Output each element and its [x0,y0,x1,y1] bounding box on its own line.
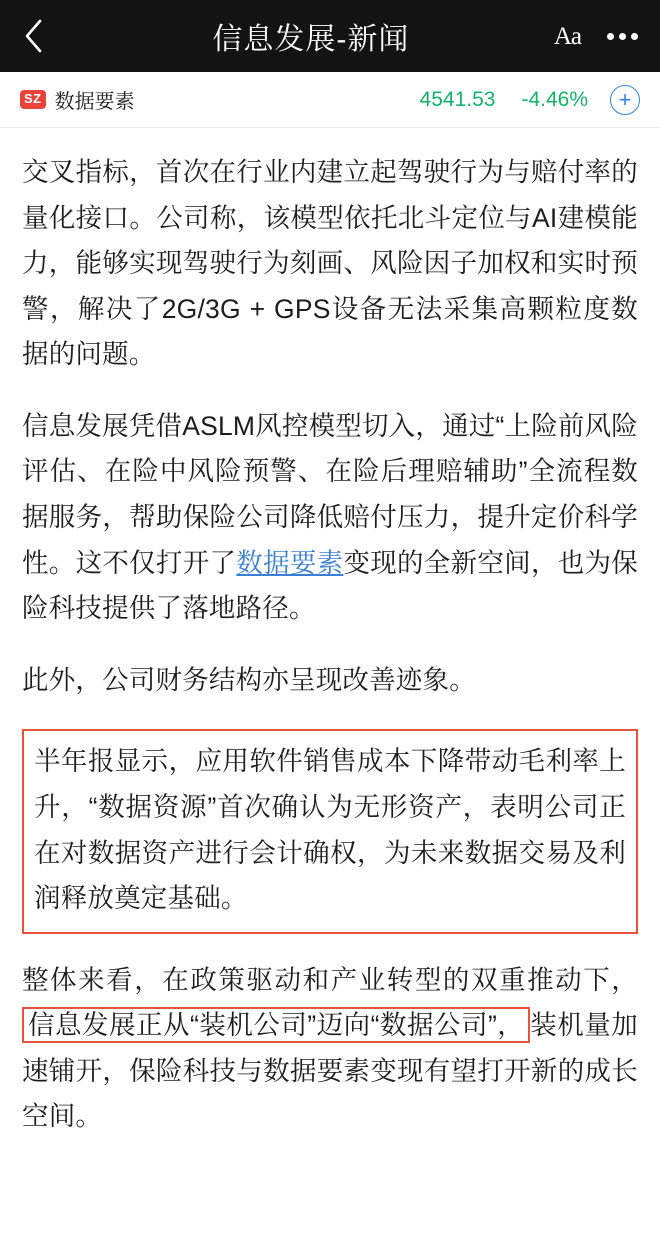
quote-identity [20,85,135,114]
quote-name: 数据要素 [54,91,135,113]
more-options-icon-dot-3 [631,33,638,40]
more-options-button[interactable] [607,27,638,46]
add-to-watchlist-button[interactable] [610,85,640,115]
back-button[interactable] [22,16,60,56]
quote-change: -4.46% [521,87,588,111]
chevron-left-icon [22,18,44,54]
article-paragraph-5 [22,958,638,1140]
article-paragraph-4: 半年报显示，应用软件销售成本下降带动毛利率上升，“数据资源”首次确认为无形资产，表明公司正在对数据资产进行会计确权，为未来数据交易及利润释放奠定基础。 [34,746,626,914]
article-paragraph-1: 交叉指标，首次在行业内建立起驾驶行为与赔付率的量化接口。公司称，该模型依托北斗定位与AI建模能力，能够实现驾驶行为刻画、风险因子加权和实时预警，解决了2G/3G + GPS设备无法采集高颗粒度数据的问题。 [22,157,638,370]
more-options-icon-dot-2 [619,33,626,40]
paragraph-2-text-after: 变现的全新空间，也为保险科技提供了落地路径。 [22,547,639,624]
quote-price: 4541.53 [419,87,496,111]
highlighted-paragraph-box [22,729,638,933]
inline-highlight-box: 信息发展正从“装机公司”迈向“数据公司”， [22,1007,530,1043]
font-size-button[interactable] [554,24,581,49]
plus-icon: + [618,86,632,112]
more-options-icon-dot-1 [607,33,614,40]
top-navigation-bar [0,0,660,72]
font-size-label: Aa [553,22,581,50]
paragraph-5-text-before: 整体来看，在政策驱动和产业转型的双重推动下， [22,964,638,995]
paragraph-5-text-after: 装机量加速铺开，保险科技与数据要素变现有望打开新的成长空间。 [22,1010,638,1132]
exchange-badge: SZ [20,90,46,108]
stock-quote-bar[interactable] [0,72,660,128]
page-title: 信息发展-新闻 [212,23,410,56]
article-paragraph-2 [22,404,638,632]
data-element-link[interactable]: 数据要素 [236,547,344,578]
navbar-actions [554,24,638,49]
article-paragraph-3: 此外，公司财务结构亦呈现改善迹象。 [22,664,476,695]
paragraph-2-text-before: 信息发展凭借ASLM风控模型切入，通过“上险前风险评估、在险中风险预警、在险后理赔辅助”全流程数据服务，帮助保险公司降低赔付压力，提升定价科学性。这不仅打开了 [22,410,638,578]
article-body [0,128,660,1240]
